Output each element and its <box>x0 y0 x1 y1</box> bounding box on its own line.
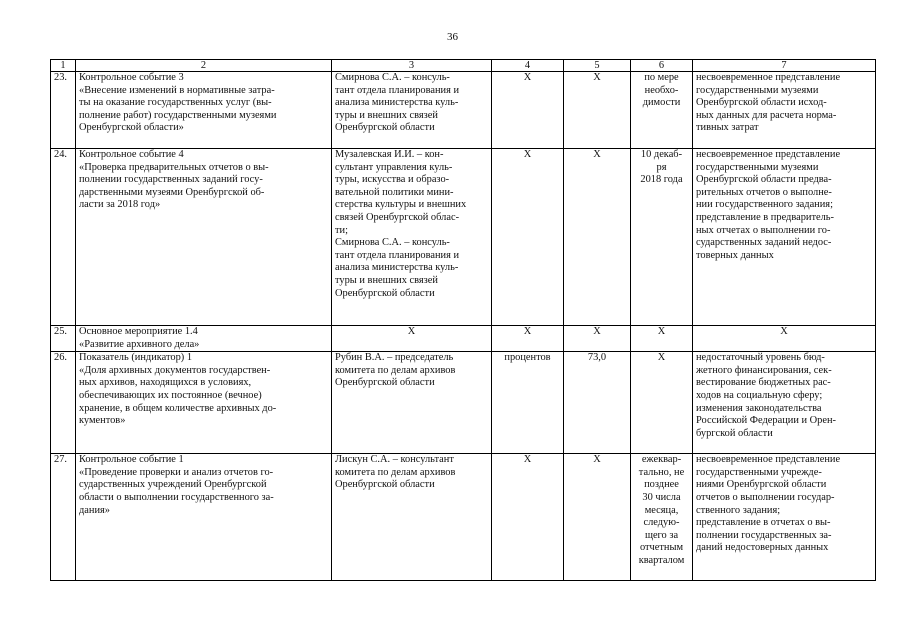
unit-cell: X <box>492 326 564 352</box>
risk-text: несвоевременное представление государственными музеями Оренбургской области предва- рительных отчетов о выполне- нии государственного задания; представление в предваритель- ных отчетах о выполнении го- сударственных заданий недос- товерных данных <box>696 149 841 261</box>
unit-cell: X <box>492 149 564 326</box>
value-cell: 73,0 <box>564 352 631 454</box>
measures-table <box>50 59 876 581</box>
event-text: Основное мероприятие 1.4 «Развитие архивного дела» <box>79 326 200 350</box>
table-row <box>51 72 876 149</box>
event-cell <box>76 454 332 581</box>
responsible-cell <box>332 72 492 149</box>
deadline-text: по мере необхо- димости <box>642 72 681 109</box>
header-cell: 2 <box>76 60 332 72</box>
row-number: 23. <box>51 72 76 149</box>
header-cell: 4 <box>492 60 564 72</box>
unit-cell: процентов <box>492 352 564 454</box>
deadline-cell <box>631 149 693 326</box>
responsible-text: Лискун С.А. – консультант комитета по делам архивов Оренбургской области <box>335 454 456 491</box>
deadline-cell: X <box>631 352 693 454</box>
event-text: Показатель (индикатор) 1 «Доля архивных документов государствен- ных архивов, находящихся в условиях, обеспечивающих их постоянное (вечное) хранение, в общем количестве архивных до- кументов» <box>79 352 277 427</box>
header-cell: 3 <box>332 60 492 72</box>
header-cell: 7 <box>693 60 876 72</box>
event-text: Контрольное событие 4 «Проверка предварительных отчетов о вы- полнении государственных заданий госу- дарственными музеями Оренбургской об- ласти за 2018 год» <box>79 149 269 211</box>
page-number: 36 <box>447 31 458 43</box>
deadline-cell: X <box>631 326 693 352</box>
table-row <box>51 454 876 581</box>
responsible-cell <box>332 454 492 581</box>
header-cell: 6 <box>631 60 693 72</box>
risk-cell <box>693 352 876 454</box>
risk-text: несвоевременное представление государственными музеями Оренбургской области исход- ных данных для расчета норма- тивных затрат <box>696 72 841 134</box>
event-cell <box>76 326 332 352</box>
risk-cell: X <box>693 326 876 352</box>
table-row <box>51 326 876 352</box>
event-cell <box>76 149 332 326</box>
value-cell: X <box>564 149 631 326</box>
responsible-text: Музалевская И.И. – кон- сультант управления куль- туры, искусства и образо- вательной политики мини- стерства культуры и внешних связей Оренбургской облас- ти; Смирнова С.А. – консуль- тант отдела планирования и анализа министерства куль- туры и внешних связей Оренбургской области <box>335 149 467 299</box>
event-text: Контрольное событие 3 «Внесение изменений в нормативные затра- ты на оказание государственных услуг (вы- полнение работ) государственными музеями Оренбургской области» <box>79 72 277 134</box>
responsible-cell <box>332 149 492 326</box>
row-number: 27. <box>51 454 76 581</box>
header-cell: 1 <box>51 60 76 72</box>
value-cell: X <box>564 454 631 581</box>
deadline-text: ежеквар- тально, не позднее 30 числа месяца, следую- щего за отчетным кварталом <box>638 454 685 566</box>
row-number: 26. <box>51 352 76 454</box>
risk-cell <box>693 72 876 149</box>
deadline-text: 10 декаб- ря 2018 года <box>640 149 683 186</box>
responsible-text: Рубин В.А. – председатель комитета по делам архивов Оренбургской области <box>335 352 456 389</box>
deadline-cell <box>631 72 693 149</box>
responsible-cell: X <box>332 326 492 352</box>
event-text: Контрольное событие 1 «Проведение проверки и анализ отчетов го- сударственных учреждений Оренбургской области о выполнении государственного за- дания» <box>79 454 274 516</box>
header-row <box>51 60 876 72</box>
risk-text: недостаточный уровень бюд- жетного финансирования, сек- вестирование бюджетных рас- ходов на социальную сферу; изменения законодательства Российской Федерации и Орен- бургской области <box>696 352 836 439</box>
risk-cell <box>693 454 876 581</box>
deadline-cell <box>631 454 693 581</box>
unit-cell: X <box>492 454 564 581</box>
responsible-text: Смирнова С.А. – консуль- тант отдела планирования и анализа министерства куль- туры и внешних связей Оренбургской области <box>335 72 460 134</box>
risk-text: несвоевременное представление государственными учрежде- ниями Оренбургской области отчетов о выполнении государ- ственного задания; представление в отчетах о вы- полнении государственных за- даний недостоверных данных <box>696 454 841 554</box>
row-number: 25. <box>51 326 76 352</box>
responsible-cell <box>332 352 492 454</box>
table-row <box>51 149 876 326</box>
event-cell <box>76 72 332 149</box>
unit-cell: X <box>492 72 564 149</box>
header-cell: 5 <box>564 60 631 72</box>
risk-cell <box>693 149 876 326</box>
table-row <box>51 352 876 454</box>
value-cell: X <box>564 326 631 352</box>
value-cell: X <box>564 72 631 149</box>
row-number: 24. <box>51 149 76 326</box>
event-cell <box>76 352 332 454</box>
